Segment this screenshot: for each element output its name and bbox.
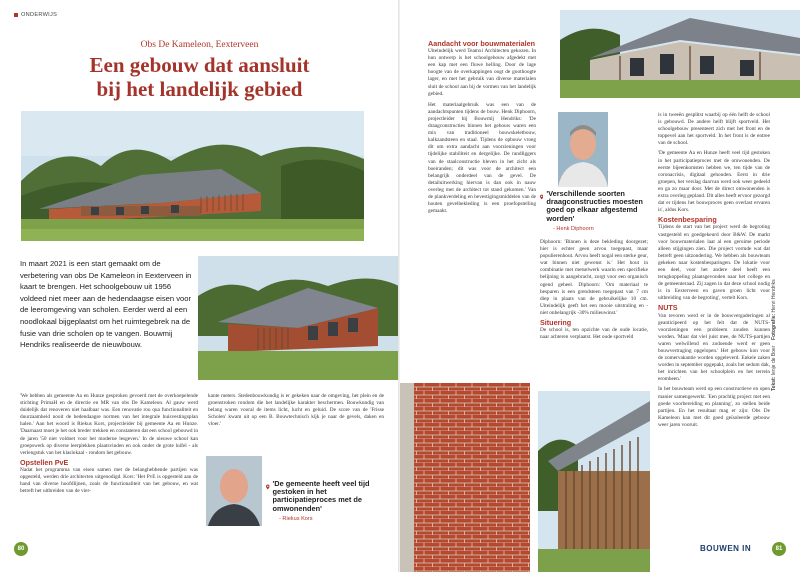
col5-paragraph-1: is in tweeën gesplitst waarbij op één helft de school is gebouwd. De andere helft blijft sportveld. Het schoolgebouw presenteert zich met het front en de toppevel aan het sportveld. In het front is de entree van de school. [658,112,770,147]
school-photo-main [21,111,364,241]
left-column-1 [20,393,198,497]
portrait-henk-illustration [558,112,608,187]
page-number-left: 80 [14,542,28,556]
col5-paragraph-2: 'De gemeente Aa en Hunze heeft veel tijd gestoken in het participatieproces met de omwonenden. De eerste bijeenkomsten hebben we, ten tijde van de coronacrisis, digitaal gehouden. Eerst in drie groepen, het verslag daarvan werd ook weer gedeeld en ga zo maar door. Met de direct omwonenden is extra overleg gepland. Dit alles heeft ervoor gezorgd dat er tijdens het bouwproces geen overlast ervaren is', aldus Kors. [658,150,770,214]
map-pin-icon [266,480,270,494]
section-square-icon [14,13,18,17]
article-title [0,53,399,101]
col1-subheading: Opstellen PvE [20,457,69,467]
pull-quote-2 [266,480,376,522]
col3-paragraph-1: Uiteindelijk werd Teamxi Architecten gekozen. In hun ontwerp is het schoolgebouw afgedekt met een kap met een fluwe helling. Door de lage hoogte van de overkappingen oogt de goothoogte lager, en met het gebruik van diverse materialen sluit de school aan bij de vormen van het landelijk gebied. [428,48,536,97]
right-page [400,0,800,572]
wood-cladding-photo [538,391,650,572]
quote-1-text: 'Verschillende soorten draagconstructies moesten goed op elkaar afgestemd worden' [546,189,643,223]
col1-paragraph-2: Nadat het programma van eisen samen met de belanghebbende partijen was opgesteld, werden drie architecten uitgenodigd. Kors: 'Het PvE is opgesteld aan de hand van diverse hoofdlijnen, zoals de functionaliteit van het gebouw, en wat betreft het uitbreiden van de vier- [20,466,198,495]
right-column-2 [540,239,648,343]
article-kicker: Obs De Kameleon, Eexterveen [140,40,259,50]
credit-text-label: Tekst: [771,375,777,391]
col4-paragraph-2: De school is, ten opzichte van de oude locatie, naar achteren verplaatst. Het oude sportveld [540,327,648,341]
col5-paragraph-4: Van tevoren werd er in de bouwvergaderingen al geanticipeerd op het feit dat de NUTS-voorzieningen een probleem zouden kunnen worden. 'Maar dat viel juist mee, de NUTS-partijen waren welwillend en zodoende werd er geen bouwvertraging opgelopen.' Het gebouw kon voor de zomervakantie worden opgeleverd. Enkele zaken worden in september opgepakt, zoals het sedum dak, het inrichten van het schoolplein en het terrein eromheen.' [658,312,770,383]
wood-cladding-illustration [538,391,650,572]
credit-photo-label: Fotografie: [771,312,777,340]
left-column-2 [208,393,384,430]
map-pin-icon-2 [540,190,543,204]
school-photo-side [198,256,399,380]
section-label [14,12,57,18]
quote-2-author: - Riekus Kors [279,515,313,522]
right-column-1 [428,40,536,217]
portrait-henk-diphoorn [558,112,608,187]
portrait-riekus-kors [206,456,262,526]
col5-subheading-2: NUTS [658,303,678,313]
col4-subheading: Situering [540,318,572,328]
school-photo-roof-illustration [560,10,800,98]
school-photo-roof [560,10,800,98]
brick-wall-photo [400,383,530,572]
magazine-brand: BOUWEN IN [700,544,752,553]
photo-credits [771,170,783,500]
title-line-1: Een gebouw dat aansluit [89,53,310,77]
col5-paragraph-3: Tijdens de start van het project werd de begroting vastgesteld en goedgekeurd door B&W. De markt voor bouwmaterialen laat al een geruime periode alleen stijgingen zien. Die project vormde wat dat betreft geen uitzondering. We hebben als bouwteam gekeken naar kostenbesparingen. De lokatie voor een deel, voor het andere deel heeft een terugkoppeling plaatsgevonden naar het college en de gemeenteraad. Zij zagen in dat deze school nodig is in Eexterveen en gaven groen licht voor uitbreiding van de begroting', vertelt Kors. [658,224,770,302]
quote-1-author: - Henk Diphoorn [553,225,594,232]
left-page [0,0,399,572]
col5-paragraph-5: In het bouwteam werd op een constructieve en open manier samengewerkt. 'Een prachtig project met een goede voorbereiding en planning', zo stellen beide partijen. En het resultaat mag er zijn: Obs De Kameleon kan met dit goed geïsoleerde gebouw weer jaren vooruit. [658,386,770,428]
quote-2-text: 'De gemeente heeft veel tijd gestoken in het participatieproces met de omwonenden' [272,479,370,513]
school-photo-side-illustration [198,256,399,380]
credit-text-name: Ienje de Boer [771,345,777,376]
col4-paragraph-1: Diphoorn: 'Binnen is deze bekleding doorgezet; hier is echter geen arvou toegepast, maar populierenhout. Arvou heeft nogal een sterke geur, wat binnen niet gewenst is.' Het hout in combinatie met metselwerk waarin een specifieke belijning is aangebracht, zorgt voor een organisch ogend geheel. Diphoorn: 'Om materiaal te besparen is een grendsteen toegepast van 7 cm diep in plaats van de gebruikelijke 10 cm. Uiteindelijk geeft het een mooie uitstraling en - niet onbelangrijk -30% milieuwinst.' [540,239,648,316]
right-column-3 [658,112,770,431]
col3-subheading: Aandacht voor bouwmaterialen [428,39,536,48]
title-line-2: bij het landelijk gebied [96,77,303,101]
col2-paragraph-1: kante meters. Stedenbouwkundig is er gekeken naar de omgeving, het plein en de groenstroken rondom die het landelijke karakter beschermen. Bouwkundig van belang waren vooral de items licht, lucht en geluid. De score van de 'Frisse Scholen' kwam uit op een B. Bouwtechnisch kijk je naar de gevels, daken en vloer.' [208,393,384,428]
col3-paragraph-2: Het materiaalgebruik was een van de aandachtspunten tijdens de bouw. Henk Diphoorn, projectleider bij Bouwmij Hendriks: 'De draagconstructies binnen het gebouw waren een mix van traditioneel bouwskeletbouw, kalkzandsteen en staal. Tijdens de opbouw vroeg dit om extra aandacht aan voorzieningen voor tijdelijke stabiliteit en dergelijke. De randliggers van de staalconstructie bleven in het zicht als boeiranden; dit was voor de architect een belangrijk onderdeel van de gevel. De detailuitwerking hiervan is dan ook in nauw overleg met de architect tot stand gekomen.' Van de plankverdeling en bevestigingsmiddelen van de houten gevelbekleding is een proefopstelling gemaakt. [428,101,536,215]
school-photo-main-illustration [21,111,364,241]
portrait-riekus-illustration [206,456,262,526]
page-number-right: 81 [772,542,786,556]
brick-wall-illustration [400,383,530,572]
col1-paragraph-1: 'We hebben als gemeente Aa en Hunze gesproken gevoerd met de overkoepelende stichting PrimaH en de directie en MR van obs De Kameleon. Al gauw werd duidelijk dat renoveren niet haalbaar was. Een renovatie rou qua functionaliteit en duurzaamheid nooit de hedendaagse normen van het integrale huisvestingsplan halen.' Aan het woord is Riekus Kors, projectleider bij gemeente Aa en Hunze. 'Daarnaast moet je het ook breder trekken en constateren dat een school gebouwd in de jaren '50 niet voldoet voor het moderne lesgeven.' In de nieuwe school kan groepswerk op diverse leerplekken plaatsvinden en ook onder de grote luifel - als verlengstuk van het klaslokaal - rondom het gebouw. [20,393,198,456]
section-label-text: ONDERWIJS [21,12,58,18]
pull-quote-1 [540,190,648,232]
credit-photo-name: Henri Hendriks [771,279,777,313]
article-intro: In maart 2021 is een start gemaakt om de verbetering van obs De Kameleon in Eexterveen in kaart te brengen. Het schoolgebouw uit 1956 voldeed niet meer aan de hedendaagse eisen voor de leeromgeving van scholen. Eerder werd al een noodlokaal bijgeplaatst om het ruimtegebrek na de fusie van drie scholen op te vangen. Bouwmij Hendriks realiseerde de nieuwbouw. [20,259,192,350]
col5-subheading-1: Kostenbesparing [658,215,717,225]
